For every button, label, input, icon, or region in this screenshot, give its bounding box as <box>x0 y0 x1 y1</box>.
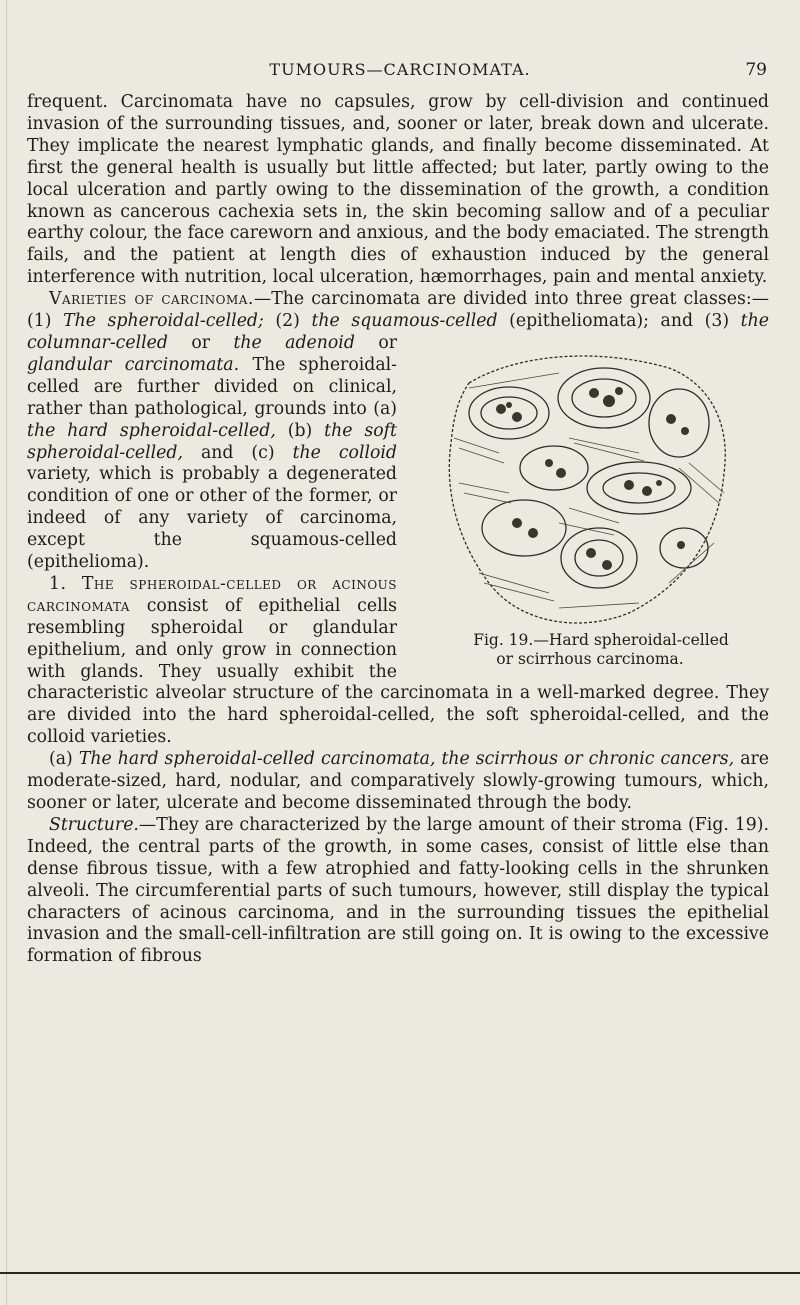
page-bottom-edge <box>0 1272 800 1274</box>
paragraph-hard-spheroidal: (a) The hard spheroidal-celled carcinomata, the scirrhous or chronic cancers, are moderate-sized, hard, nodular, and comparatively slowly-growing tumours, which, sooner or later, ulcerate and become disseminated through the body. <box>27 749 769 813</box>
paragraph-varieties: Varieties of carcinoma.—The carcinomata are divided into three great classes:—(1) The spheroidal-celled; (2) the squamous-celled (epitheliomata); and (3) Fig. 19.—Hard spheroidal-celled or scirrhous carcinoma. the columnar-celled or the adenoid or glandular carcinomata. The spheroidal-celled are further divided on clinical, rather than pathological, grounds into (a) the hard spheroidal-celled, (b) the soft spheroidal-celled, and (c) the colloid variety, which is probably a degenerated condition of one or other of the former, or indeed of any variety of carcinoma, except the squamous-celled (epithelioma). <box>27 289 769 668</box>
running-head <box>0 60 800 84</box>
figure-caption <box>411 631 769 669</box>
caption-line-1: Fig. 19.—Hard spheroidal-celled <box>473 630 729 649</box>
paragraph-structure: Structure.—They are characterized by the large amount of their stroma (Fig. 19). Indeed, the central parts of the growth, in some cases, consist of little else than dense fibrous tissue, with a few atrophied and fatty-looking cells in the shrunken alveoli. The circumferential parts of such tumours, however, still display the typical characters of acinous carcinoma, and in the surrounding tissues the epithelial invasion and the small-cell-infiltration are still going on. It is owing to the excessive formation of fibrous <box>27 814 769 967</box>
paragraph-continuation: frequent. Carcinomata have no capsules, grow by cell-division and continued invasion of the surrounding tissues, and, sooner or later, break down and ulcerate. They implicate the nearest lymphatic glands, and finally become disseminated. At first the general health is usually but little affected; but later, partly owing to the local ulceration and partly owing to the dissemination of the growth, a condition known as cancerous cachexia sets in, the skin becoming sallow and of a peculiar earthy colour, the face careworn and anxious, and the body emaciated. The strength fails, and the patient at length dies of exhaustion induced by the general interference with nutrition, local ulceration, hæmorrhages, pain and mental anxiety. <box>27 92 769 288</box>
caption-line-2: or scirrhous carcinoma. <box>496 649 684 668</box>
section-heading-structure: Structure. <box>49 814 139 835</box>
section-heading-varieties: Varieties of carcinoma. <box>49 289 254 310</box>
paragraph-spheroidal: 1. The spheroidal-celled or acinous carcinomata consist of epithelial cells resembling spheroidal or glandular epithelium, and only grow in connection with glands. They usually exhibit the characteristic alveolar structure of the carcinomata in a well-marked degree. They are divided into the hard spheroidal-celled, the soft spheroidal-celled, and the colloid varieties. <box>27 573 769 748</box>
scirrhous-carcinoma-illustration <box>439 343 739 633</box>
page-edge-shadow <box>6 0 7 1305</box>
running-title: TUMOURS—CARCINOMATA. <box>269 60 531 79</box>
section-heading-spheroidal: 1. The spheroidal-celled or acinous carcinomata <box>27 573 397 616</box>
figure-19 <box>411 343 769 669</box>
body-text <box>27 92 769 968</box>
page-number: 79 <box>745 60 767 80</box>
